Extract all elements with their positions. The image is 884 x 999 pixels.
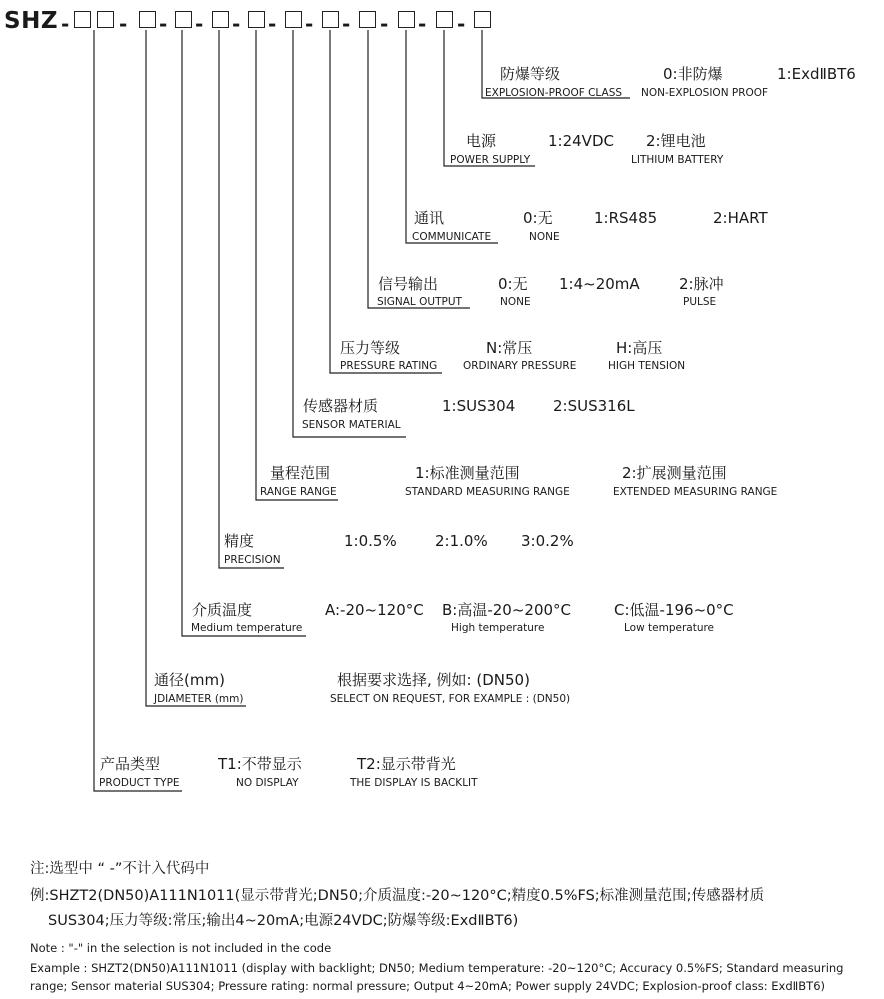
option-power-1: 1:24VDC	[548, 132, 614, 150]
option-product-t2-en: THE DISPLAY IS BACKLIT	[350, 777, 478, 789]
option-signal-0: 0:无	[498, 275, 528, 293]
option-diameter-en: SELECT ON REQUEST, FOR EXAMPLE : (DN50)	[330, 693, 571, 705]
option-explosion-0-en: NON-EXPLOSION PROOF	[641, 87, 769, 99]
code-separator: -	[342, 12, 351, 36]
label-pressure-cn: 压力等级	[340, 339, 401, 357]
option-comm-0: 0:无	[523, 209, 553, 227]
label-sensor-en: SENSOR MATERIAL	[302, 419, 401, 431]
example-en-line2: range; Sensor material SUS304; Pressure rating: normal pressure; Output 4~20mA; Power supply 24VDC; Explosion-proof class: ExdⅡBT6)	[30, 979, 826, 993]
label-product-en: PRODUCT TYPE	[99, 777, 180, 789]
model-code: SHZ	[4, 8, 58, 34]
label-power-cn: 电源	[466, 132, 497, 150]
code-separator: -	[418, 12, 427, 36]
option-range-1: 1:标准测量范围	[415, 464, 520, 482]
option-pressure-h-en: HIGH TENSION	[608, 360, 686, 372]
example-en-line1: Example : SHZT2(DN50)A111N1011 (display with backlight; DN50; Medium temperature: -20~120°C; Accuracy 0.5%FS; Standard measuring	[30, 961, 844, 975]
label-range-cn: 量程范围	[270, 464, 331, 482]
option-medium-c: C:低温-196~0°C	[614, 601, 734, 619]
option-product-t2: T2:显示带背光	[357, 755, 456, 773]
label-diameter-en: JDIAMETER (mm)	[154, 693, 244, 705]
label-sensor-cn: 传感器材质	[303, 397, 379, 415]
label-range-en: RANGE RANGE	[260, 486, 337, 498]
option-diameter: 根据要求选择, 例如: (DN50)	[337, 671, 530, 689]
note-cn: 注:选型中 “ -”不计入代码中	[30, 861, 210, 877]
option-signal-2-en: PULSE	[683, 296, 717, 308]
option-product-t1-en: NO DISPLAY	[236, 777, 299, 789]
label-diameter-cn: 通径(mm)	[154, 671, 225, 689]
code-separator: -	[380, 12, 389, 36]
option-comm-0-en: NONE	[529, 231, 560, 243]
example-cn-line2: SUS304;压力等级:常压;输出4~20mA;电源24VDC;防爆等级:ExdⅡBT6)	[48, 913, 519, 929]
option-signal-2: 2:脉冲	[679, 275, 724, 293]
option-power-2: 2:锂电池	[646, 132, 706, 150]
option-explosion-1: 1:ExdⅡBT6	[777, 65, 856, 83]
leader-signal	[368, 30, 470, 308]
option-power-2-en: LITHIUM BATTERY	[631, 154, 724, 166]
option-pressure-n: N:常压	[486, 339, 533, 357]
label-precision-cn: 精度	[224, 532, 255, 550]
label-signal-en: SIGNAL OUTPUT	[377, 296, 462, 308]
leader-pressure	[330, 30, 445, 373]
option-pressure-h: H:高压	[616, 339, 663, 357]
code-separator: -	[61, 12, 70, 36]
label-precision-en: PRECISION	[224, 554, 281, 566]
label-product-cn: 产品类型	[100, 755, 161, 773]
option-medium-a: A:-20~120°C	[325, 601, 424, 619]
code-separator: -	[232, 12, 241, 36]
option-explosion-0: 0:非防爆	[663, 65, 723, 83]
label-medium-cn: 介质温度	[192, 601, 253, 619]
option-pressure-n-en: ORDINARY PRESSURE	[463, 360, 577, 372]
option-sensor-1: 1:SUS304	[442, 397, 516, 415]
option-sensor-2: 2:SUS316L	[553, 397, 635, 415]
label-power-en: POWER SUPPLY	[450, 154, 531, 166]
option-precision-3: 3:0.2%	[521, 532, 574, 550]
option-medium-b-en: High temperature	[451, 622, 545, 634]
label-signal-cn: 信号输出	[378, 275, 439, 293]
code-separator: -	[195, 12, 204, 36]
option-medium-c-en: Low temperature	[624, 622, 715, 634]
label-explosion-en: EXPLOSION-PROOF CLASS	[485, 87, 623, 99]
label-comm-en: COMMUNICATE	[412, 231, 492, 243]
option-range-2: 2:扩展测量范围	[622, 464, 727, 482]
code-separator: -	[159, 12, 168, 36]
example-cn-line1: 例:SHZT2(DN50)A111N1011(显示带背光;DN50;介质温度:-20~120°C;精度0.5%FS;标准测量范围;传感器材质	[30, 888, 765, 904]
label-comm-cn: 通讯	[414, 209, 445, 227]
label-pressure-en: PRESSURE RATING	[340, 360, 438, 372]
option-range-1-en: STANDARD MEASURING RANGE	[405, 486, 570, 498]
option-medium-b: B:高温-20~200°C	[442, 601, 572, 619]
label-explosion-cn: 防爆等级	[500, 65, 561, 83]
code-separator: -	[457, 12, 466, 36]
option-comm-1: 1:RS485	[594, 209, 658, 227]
option-precision-1: 1:0.5%	[344, 532, 397, 550]
option-signal-0-en: NONE	[500, 296, 531, 308]
option-signal-1: 1:4~20mA	[559, 275, 640, 293]
note-en: Note : "-" in the selection is not included in the code	[30, 941, 332, 955]
label-medium-en: Medium temperature	[191, 622, 303, 634]
leader-sensor	[293, 30, 406, 437]
code-separator: -	[268, 12, 277, 36]
option-product-t1: T1:不带显示	[218, 755, 302, 773]
option-range-2-en: EXTENDED MEASURING RANGE	[613, 486, 778, 498]
code-separator: -	[119, 12, 128, 36]
option-comm-2: 2:HART	[713, 209, 768, 227]
option-precision-2: 2:1.0%	[435, 532, 488, 550]
code-separator: -	[305, 12, 314, 36]
